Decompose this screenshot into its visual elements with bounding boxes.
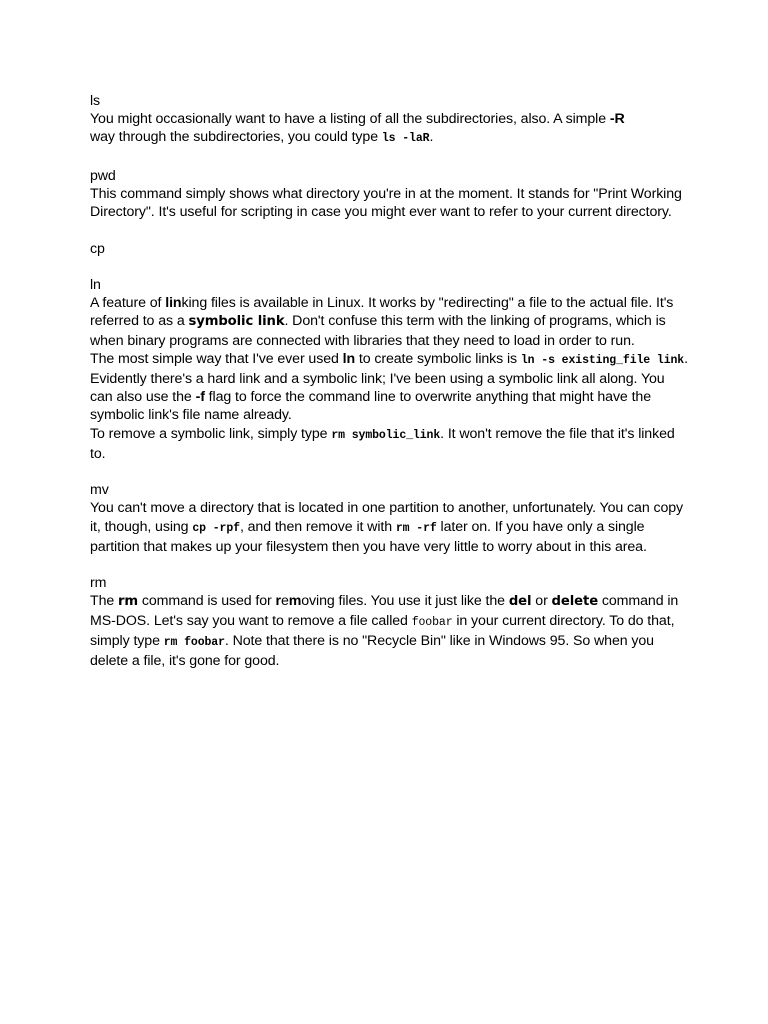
ln-p3-command-code: rm symbolic_link xyxy=(331,428,441,442)
ln-p1-bold-n: n xyxy=(172,295,182,312)
rm-filename-code: foobar xyxy=(411,615,453,629)
ls-line-1 xyxy=(90,110,690,128)
rm-bold-r: r xyxy=(275,593,281,610)
rm-text-c: e xyxy=(280,593,289,610)
section-ls xyxy=(90,92,690,149)
ln-p1-bold-symbolic-link: symbolic link xyxy=(188,314,285,330)
ln-paragraph-2 xyxy=(90,350,690,425)
ls-command-code: ls -laR xyxy=(381,132,430,146)
ln-paragraph-3 xyxy=(90,425,690,463)
rm-text-a: The xyxy=(90,593,118,610)
rm-text-d: oving files. You use it just like the xyxy=(301,593,509,610)
heading-pwd: pwd xyxy=(90,167,116,184)
ln-p2-flag-f: -f xyxy=(195,389,205,406)
rm-bold-rm: rm xyxy=(118,594,139,610)
ln-p1-bold-i: i xyxy=(169,295,173,312)
mv-paragraph xyxy=(90,499,690,556)
rm-paragraph xyxy=(90,592,690,670)
ls-line-2 xyxy=(90,128,690,148)
ln-p2-bold-ln: ln xyxy=(342,350,356,367)
ls-text-2: way through the subdirectories, you could type xyxy=(90,129,382,146)
ln-p1-text-a: A feature of xyxy=(90,295,166,312)
ln-p3-text-b: . It won't remove the file that it's linked to. xyxy=(90,425,675,462)
pwd-paragraph: This command simply shows what directory you're in at the moment. It stands for "Print Working Directory". It's useful for scripting in case you might ever want to refer to your current directory. xyxy=(90,186,682,221)
rm-text-h: . Note that there is no "Recycle Bin" like in Windows 95. So when you delete a file, it's gone for good. xyxy=(90,632,654,670)
section-mv xyxy=(90,481,690,556)
rm-bold-del: del xyxy=(508,594,532,610)
ls-flag-recursive: -R xyxy=(609,111,625,128)
rm-text-g: in your current directory. To do that, simply type xyxy=(90,612,675,649)
section-pwd xyxy=(90,167,690,222)
ln-p1-bold-l: l xyxy=(165,295,170,312)
rm-text-e: or xyxy=(531,593,552,610)
ln-p2-text-d: flag to force the command line to overwrite anything that might have the symbolic link's file name already. xyxy=(90,389,651,424)
rm-command-code: rm foobar xyxy=(163,635,225,649)
ln-paragraph-1 xyxy=(90,294,690,350)
mv-text-c: later on. If you have only a single partition that makes up your filesystem then you have very little to worry about in this area. xyxy=(90,518,647,555)
ln-p1-text-d: . Don't confuse this term with the linking of programs, which is when binary programs are connected with libraries that they need to load in order to run. xyxy=(90,313,666,349)
heading-rm: rm xyxy=(90,575,107,592)
section-ln xyxy=(90,276,690,463)
rm-text-f: command in MS-DOS. Let's say you want to remove a file called xyxy=(90,593,679,629)
rm-text-b: command is used for xyxy=(138,593,276,610)
ln-p2-command-code: ln -s existing_file link xyxy=(520,353,685,367)
section-rm xyxy=(90,574,690,670)
mv-copy-command-code: cp -rpf xyxy=(192,521,240,535)
ls-text-1: You might occasionally want to have a listing of all the subdirectories, also. A simple xyxy=(90,111,610,128)
rm-bold-m: m xyxy=(288,593,302,610)
ln-p2-text-b: to create symbolic links is xyxy=(355,350,521,367)
rm-bold-delete: delete xyxy=(551,594,599,610)
heading-mv: mv xyxy=(90,482,109,499)
document-page xyxy=(90,92,690,688)
ln-p1-text-c: king files is available in Linux. It works by "redirecting" a file to the actual file. It's referred to as a xyxy=(90,295,674,330)
ln-p2-text-a: The most simple way that I've ever used xyxy=(90,350,343,367)
section-cp xyxy=(90,240,690,258)
ln-p2-text-c: . Evidently there's a hard link and a symbolic link; I've been using a symbolic link all along. You can also use the xyxy=(90,350,688,406)
heading-ln: ln xyxy=(90,276,101,293)
mv-text-b: , and then remove it with xyxy=(239,518,396,535)
mv-text-a: You can't move a directory that is located in one partition to another, unfortunately. You can copy it, though, using xyxy=(90,500,684,535)
heading-ls: ls xyxy=(90,93,101,109)
ls-text-3: . xyxy=(429,129,434,146)
mv-remove-command-code: rm -rf xyxy=(395,521,437,535)
ln-p3-text-a: To remove a symbolic link, simply type xyxy=(90,425,332,442)
heading-cp: cp xyxy=(90,240,105,257)
